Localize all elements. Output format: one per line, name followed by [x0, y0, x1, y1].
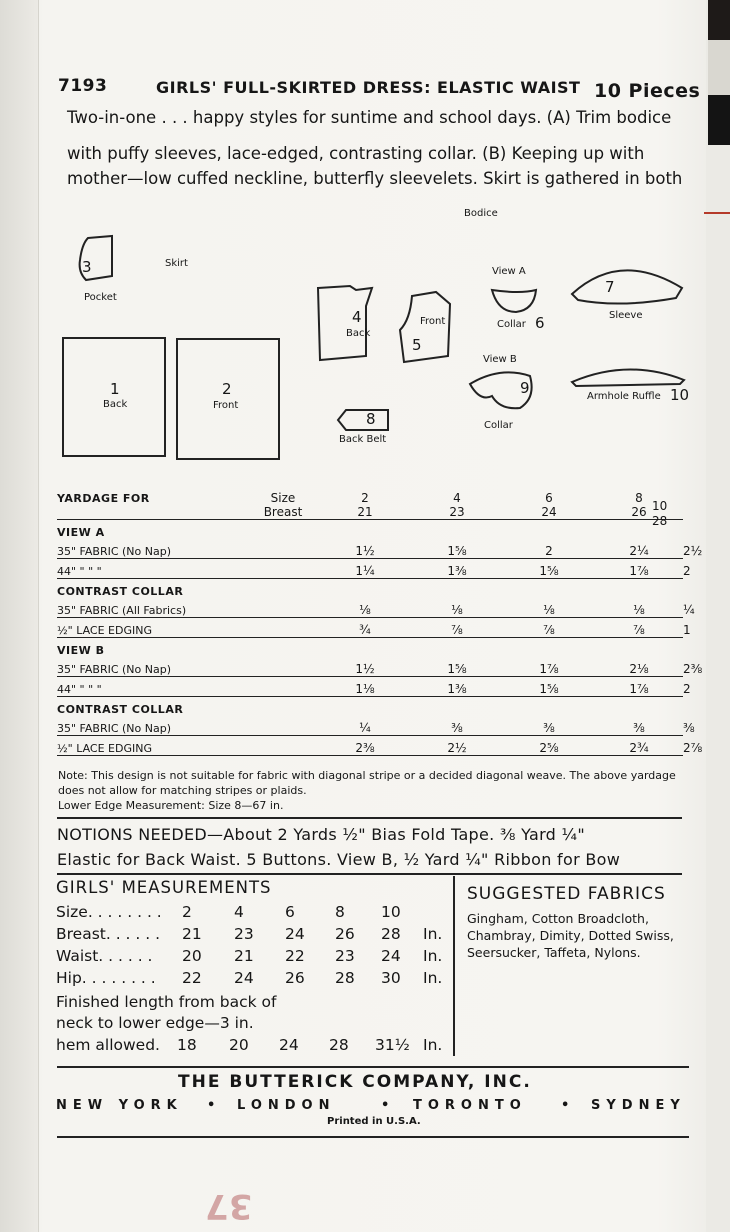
piece-number: 2 [222, 380, 232, 398]
yardage-value: 1⅛ [319, 677, 411, 697]
yardage-value: 1½ [319, 657, 411, 677]
hem-value: 24 [279, 1036, 299, 1054]
measurement-value: 28 [335, 969, 355, 987]
size-value: 8 [635, 491, 643, 505]
size-value: 4 [453, 491, 461, 505]
yardage-row-label: ½" LACE EDGING [57, 736, 247, 756]
description-line: mother—low cuffed neckline, butterfly sleevelets. Skirt is gathered in both [67, 169, 683, 188]
note-line: Lower Edge Measurement: Size 8—67 in. [58, 799, 284, 812]
yardage-value: ¼ [319, 716, 411, 736]
yardage-value: ⅞ [411, 618, 503, 638]
yardage-value: ⅞ [503, 618, 595, 638]
printed-in: Printed in U.S.A. [327, 1116, 421, 1127]
measurement-value: 8 [335, 903, 345, 921]
yardage-value: 1⅜ [411, 559, 503, 579]
yardage-spacer [247, 657, 319, 677]
yardage-value: 1⅝ [503, 559, 595, 579]
measurement-value: 22 [285, 947, 305, 965]
yardage-value: 1½ [319, 539, 411, 559]
measurement-value: 23 [234, 925, 254, 943]
yardage-value: ⅛ [319, 598, 411, 618]
size-value: 6 [545, 491, 553, 505]
skirt-front-piece [176, 338, 280, 460]
measurement-label: Hip. . . . . . . . [56, 969, 156, 987]
measurement-value: 30 [381, 969, 401, 987]
measurements-title: GIRLS' MEASUREMENTS [56, 878, 272, 897]
breast-label: Breast [263, 505, 303, 519]
yardage-value: 2⅝ [503, 736, 595, 756]
pattern-title: GIRLS' FULL-SKIRTED DRESS: ELASTIC WAIST [156, 78, 581, 97]
yardage-section-row [57, 638, 683, 658]
vertical-divider [453, 876, 455, 1056]
hem-value: 31½ [375, 1036, 410, 1054]
bodice-back-piece [318, 286, 372, 360]
yardage-value: 1⅞ [595, 677, 683, 697]
yardage-section-row [57, 697, 683, 717]
measurement-value: 6 [285, 903, 295, 921]
note-line: does not allow for matching stripes or plaids. [58, 784, 307, 797]
piece-number: 7 [605, 278, 615, 296]
piece-number: 10 [670, 386, 690, 404]
yardage-section-title: CONTRAST COLLAR [57, 703, 184, 716]
yardage-row-label: 35" FABRIC (No Nap) [57, 657, 247, 677]
yardage-row-label: ½" LACE EDGING [57, 618, 247, 638]
fabrics-title: SUGGESTED FABRICS [467, 884, 666, 904]
edge-light-strip [708, 40, 730, 95]
divider [57, 1066, 689, 1068]
yardage-value: ⅛ [595, 598, 683, 618]
description-line: Two-in-one . . . happy styles for suntime and school days. (A) Trim bodice [67, 108, 672, 127]
view-b-label: View B [483, 354, 517, 365]
yardage-row [57, 539, 683, 559]
edge-dark-strip [708, 0, 730, 40]
yardage-table [57, 491, 683, 756]
yardage-value: 1⅝ [411, 539, 503, 559]
yardage-row [57, 618, 683, 638]
yardage-spacer [247, 736, 319, 756]
finished-length-line: Finished length from back of [56, 993, 277, 1011]
bullet: • [561, 1098, 576, 1113]
piece-name: Back [103, 399, 128, 410]
yardage-value: 2¼ [595, 539, 683, 559]
yardage-row-label: 35" FABRIC (All Fabrics) [57, 598, 247, 618]
measurement-label: Size. . . . . . . . [56, 903, 162, 921]
yardage-value: 1¼ [319, 559, 411, 579]
sleeve-piece [572, 270, 682, 303]
yardage-value: 1⅞ [595, 559, 683, 579]
yardage-value: 2⅜ [319, 736, 411, 756]
yardage-value: ⅛ [411, 598, 503, 618]
piece-number: 4 [352, 308, 362, 326]
measurement-value: 20 [182, 947, 202, 965]
measurement-value: 21 [182, 925, 202, 943]
note-line: Note: This design is not suitable for fabric with diagonal stripe or a decided diagonal weave. The above yardage [58, 769, 676, 782]
breast-value: 23 [449, 505, 465, 519]
skirt-label: Skirt [165, 258, 188, 269]
view-a-label: View A [492, 266, 526, 277]
pattern-number: 7193 [58, 76, 108, 96]
hem-unit: In. [423, 1036, 443, 1054]
notions-line: Elastic for Back Waist. 5 Buttons. View B, ½ Yard ¼" Ribbon for Bow [57, 850, 621, 869]
measurement-value: 22 [182, 969, 202, 987]
yardage-value: ⅜ [595, 716, 683, 736]
yardage-value: ⅜ [411, 716, 503, 736]
yardage-title: YARDAGE FOR [57, 492, 150, 505]
measurement-value: 23 [335, 947, 355, 965]
yardage-section-title: VIEW B [57, 644, 105, 657]
divider [57, 1136, 689, 1138]
measurement-unit: In. [423, 925, 443, 943]
yardage-row-label: 44" " " " [57, 677, 247, 697]
yardage-value: 1⅝ [411, 657, 503, 677]
yardage-value: 2¾ [595, 736, 683, 756]
hem-value: 18 [177, 1036, 197, 1054]
measurement-value: 10 [381, 903, 401, 921]
yardage-section-title: CONTRAST COLLAR [57, 585, 184, 598]
company-name: THE BUTTERICK COMPANY, INC. [178, 1072, 532, 1092]
piece-name: Front [420, 316, 446, 327]
notions-line: NOTIONS NEEDED—About 2 Yards ½" Bias Fold Tape. ⅜ Yard ¼" [57, 825, 585, 844]
piece-name: Collar [497, 319, 526, 330]
yardage-spacer [247, 598, 319, 618]
piece-number: 8 [366, 410, 376, 428]
size-value: 2 [361, 491, 369, 505]
yardage-spacer [247, 677, 319, 697]
piece-number: 5 [412, 336, 422, 354]
edge-red-mark [704, 212, 730, 214]
yardage-spacer [247, 716, 319, 736]
piece-name: Back Belt [339, 434, 387, 445]
yardage-section-row [57, 520, 683, 540]
yardage-spacer [247, 559, 319, 579]
piece-count: 10 Pieces [594, 80, 701, 102]
measurement-value: 21 [234, 947, 254, 965]
city: LONDON [237, 1098, 336, 1113]
measurement-value: 26 [335, 925, 355, 943]
measurement-unit: In. [423, 947, 443, 965]
yardage-value: 2⅛ [595, 657, 683, 677]
measurement-value: 24 [234, 969, 254, 987]
yardage-row-label: 35" FABRIC (No Nap) [57, 539, 247, 559]
finished-length-line: neck to lower edge—3 in. [56, 1014, 254, 1032]
piece-number: 9 [520, 379, 530, 397]
measurement-value: 26 [285, 969, 305, 987]
back-belt-piece [338, 410, 388, 430]
piece-name: Collar [484, 420, 513, 431]
bullet: • [381, 1098, 396, 1113]
measurement-unit: In. [423, 969, 443, 987]
yardage-section-title: VIEW A [57, 526, 105, 539]
size-label: Size [270, 491, 296, 505]
yardage-spacer [247, 618, 319, 638]
yardage-value: 1⅝ [503, 677, 595, 697]
bodice-label: Bodice [464, 208, 498, 219]
collar-a-piece [492, 290, 536, 312]
hem-label: hem allowed. [56, 1036, 160, 1054]
piece-number: 6 [535, 314, 545, 332]
yardage-spacer [247, 539, 319, 559]
yardage-header-row [57, 491, 683, 520]
yardage-row [57, 677, 683, 697]
measurement-label: Waist. . . . . . [56, 947, 153, 965]
measurement-value: 24 [285, 925, 305, 943]
yardage-value: ¾ [319, 618, 411, 638]
measurement-label: Breast. . . . . . [56, 925, 161, 943]
city: NEW YORK [56, 1098, 183, 1113]
measurement-value: 2 [182, 903, 192, 921]
handwritten-stamp: 37 [205, 1186, 253, 1226]
description-line: with puffy sleeves, lace-edged, contrasting collar. (B) Keeping up with [67, 144, 645, 163]
measurement-value: 24 [381, 947, 401, 965]
armhole-ruffle-piece [572, 369, 684, 386]
envelope-right-edge [706, 0, 730, 1232]
piece-name: Front [213, 400, 239, 411]
yardage-row [57, 657, 683, 677]
measurement-value: 4 [234, 903, 244, 921]
fabric-line: Seersucker, Taffeta, Nylons. [467, 945, 641, 960]
yardage-value: 1⅜ [411, 677, 503, 697]
piece-name: Sleeve [609, 310, 643, 321]
yardage-value: 2½ [411, 736, 503, 756]
divider [57, 873, 682, 875]
yardage-value: 1⅞ [503, 657, 595, 677]
city: SYDNEY [591, 1098, 686, 1113]
breast-value: 21 [357, 505, 373, 519]
hem-value: 28 [329, 1036, 349, 1054]
envelope-flap-edge [0, 0, 39, 1232]
yardage-value: ⅜ [503, 716, 595, 736]
fabric-line: Gingham, Cotton Broadcloth, [467, 911, 649, 926]
yardage-row-label: 35" FABRIC (No Nap) [57, 716, 247, 736]
yardage-row [57, 598, 683, 618]
bullet: • [207, 1098, 222, 1113]
yardage-value: 2 [503, 539, 595, 559]
size-value: 10 [652, 499, 668, 513]
piece-number: 1 [110, 380, 120, 398]
measurement-value: 28 [381, 925, 401, 943]
breast-value: 28 [652, 514, 668, 528]
hem-value: 20 [229, 1036, 249, 1054]
yardage-row-label: 44" " " " [57, 559, 247, 579]
bodice-front-piece [400, 292, 450, 362]
breast-value: 24 [541, 505, 557, 519]
yardage-row [57, 716, 683, 736]
fabric-line: Chambray, Dimity, Dotted Swiss, [467, 928, 674, 943]
yardage-value: ⅞ [595, 618, 683, 638]
piece-name: Armhole Ruffle [587, 391, 661, 402]
yardage-row [57, 559, 683, 579]
piece-name: Back [346, 328, 371, 339]
city: TORONTO [413, 1098, 527, 1113]
size-column-10 [652, 499, 667, 529]
piece-name: Pocket [84, 292, 117, 303]
edge-dark-strip [708, 95, 730, 145]
yardage-row [57, 736, 683, 756]
yardage-value: ⅛ [503, 598, 595, 618]
piece-number: 3 [82, 258, 92, 276]
divider [57, 817, 682, 819]
breast-value: 26 [631, 505, 647, 519]
yardage-section-row [57, 579, 683, 599]
